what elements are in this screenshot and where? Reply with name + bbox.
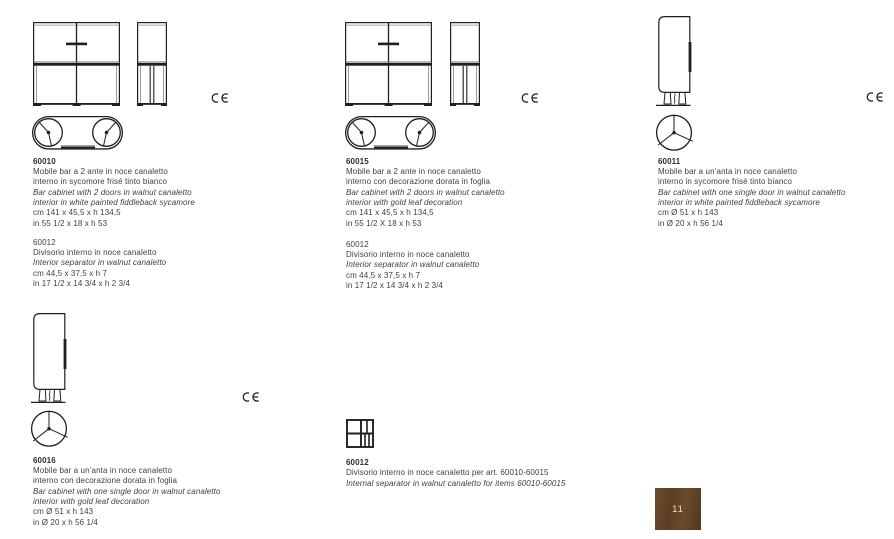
- bar-cabinet-top-view-drawing-60015: [345, 116, 436, 150]
- product-block-60010: [33, 157, 195, 229]
- description-english: Bar cabinet with 2 doors in walnut canaletto: [346, 187, 505, 197]
- dimensions-in: in 17 1/2 x 14 3/4 x h 2 3/4: [33, 278, 131, 288]
- description-italian: interno in sycomore frisé tinto bianco: [658, 177, 793, 187]
- bar-cabinet-front-view-drawing-60010: [33, 22, 120, 106]
- bar-cabinet-top-view-drawing-60010: [32, 116, 123, 150]
- dimensions-cm: cm 141 x 45,5 x h 134,5: [346, 208, 434, 218]
- description-italian: Mobile bar a un’anta in noce canaletto: [658, 166, 798, 176]
- description-english: interior with gold leaf decoration: [33, 496, 150, 506]
- description-italian: Mobile bar a un’anta in noce canaletto: [33, 465, 173, 475]
- description-english: Interior separator in walnut canaletto: [346, 260, 480, 270]
- description-italian: Mobile bar a 2 ante in noce canaletto: [33, 166, 168, 176]
- dimensions-in: in 55 1/2 x 18 x h 53: [33, 218, 108, 228]
- ce-mark-icon: [519, 92, 539, 104]
- description-english: interior with gold leaf decoration: [346, 197, 463, 207]
- dimensions-in: in 55 1/2 X 18 x h 53: [346, 218, 422, 228]
- page-number-box: [655, 488, 701, 530]
- round-cabinet-side-view-drawing-60016: [29, 313, 71, 405]
- dimensions-cm: cm Ø 51 x h 143: [658, 208, 719, 218]
- description-english: Internal separator in walnut canaletto for items 60010-60015: [346, 478, 566, 488]
- product-code: 60012: [33, 237, 56, 247]
- bar-cabinet-side-view-drawing-60015: [450, 22, 480, 106]
- dimensions-cm: cm Ø 51 x h 143: [33, 507, 94, 517]
- product-block-60016: [33, 456, 221, 528]
- product-block-60012-separator: [346, 458, 565, 489]
- description-english: Interior separator in walnut canaletto: [33, 258, 167, 268]
- description-italian: Divisorio interno in noce canaletto: [346, 249, 470, 259]
- product-code: 60016: [33, 455, 56, 465]
- product-code: 60012: [346, 458, 369, 467]
- product-code: 60010: [33, 156, 56, 166]
- description-italian: interno con decorazione dorata in foglia: [346, 177, 491, 187]
- description-italian: Divisorio interno in noce canaletto per art. 60010-60015: [346, 468, 549, 478]
- description-english: Bar cabinet with 2 doors in walnut canaletto: [33, 187, 192, 197]
- round-cabinet-side-view-drawing-60011: [654, 16, 696, 108]
- ce-mark-icon: [209, 92, 229, 104]
- bar-cabinet-side-view-drawing-60010: [137, 22, 167, 106]
- page-number: 11: [672, 503, 684, 515]
- dimensions-in: in 17 1/2 x 14 3/4 x h 2 3/4: [346, 280, 444, 290]
- description-italian: Mobile bar a 2 ante in noce canaletto: [346, 166, 481, 176]
- product-block-60012-col2: [346, 240, 479, 292]
- product-code: 60012: [346, 239, 369, 249]
- bar-cabinet-front-view-drawing-60015: [345, 22, 432, 106]
- description-italian: Divisorio interno in noce canaletto: [33, 247, 157, 257]
- description-english: interior in white painted fiddleback sycamore: [658, 197, 820, 207]
- dimensions-cm: cm 141 x 45,5 x h 134,5: [33, 208, 121, 218]
- description-italian: interno in sycomore frisé tinto bianco: [33, 177, 168, 187]
- description-italian: interno con decorazione dorata in foglia: [33, 476, 178, 486]
- dimensions-cm: cm 44,5 x 37,5 x h 7: [33, 268, 108, 278]
- description-english: Bar cabinet with one single door in walnut canaletto: [658, 187, 846, 197]
- internal-separator-drawing-60012: [346, 419, 374, 448]
- round-cabinet-top-view-drawing-60011: [654, 113, 696, 153]
- product-block-60011: [658, 157, 846, 229]
- product-block-60012-col1: [33, 238, 166, 290]
- dimensions-cm: cm 44,5 x 37,5 x h 7: [346, 270, 421, 280]
- description-english: Bar cabinet with one single door in walnut canaletto: [33, 486, 221, 496]
- product-block-60015: [346, 157, 505, 229]
- ce-mark-icon: [864, 91, 884, 103]
- ce-mark-icon: [240, 391, 260, 403]
- dimensions-in: in Ø 20 x h 56 1/4: [33, 517, 98, 527]
- description-english: interior in white painted fiddleback sycamore: [33, 197, 195, 207]
- product-code: 60015: [346, 156, 369, 166]
- round-cabinet-top-view-drawing-60016: [29, 409, 71, 449]
- product-code: 60011: [658, 156, 681, 166]
- dimensions-in: in Ø 20 x h 56 1/4: [658, 218, 723, 228]
